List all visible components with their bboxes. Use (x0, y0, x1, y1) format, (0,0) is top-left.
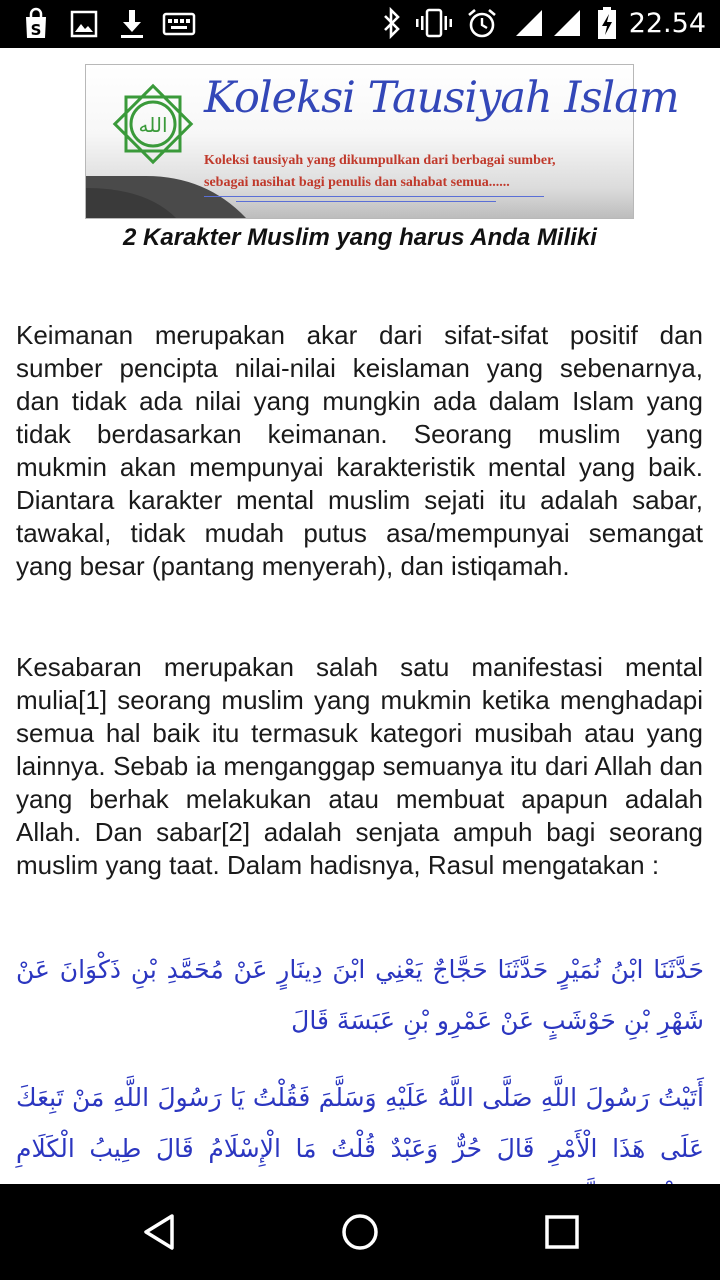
svg-text:S: S (30, 21, 42, 39)
shopping-bag-icon (22, 8, 50, 44)
vibrate-icon (416, 8, 452, 42)
clock-time: 22.54 (628, 8, 706, 39)
image-icon (70, 10, 98, 42)
banner-subtitle-line2: sebagai nasihat bagi penulis dan sahabat semua...... (204, 175, 510, 190)
home-icon[interactable] (340, 1212, 380, 1252)
banner-divider (236, 201, 496, 202)
header-banner (85, 64, 679, 219)
back-icon[interactable] (140, 1212, 180, 1252)
alarm-icon (466, 7, 498, 43)
article-title: 2 Karakter Muslim yang harus Anda Miliki (123, 224, 597, 251)
bluetooth-icon (380, 6, 404, 44)
arabic-hadith-text: أَتَيْتُ رَسُولَ اللَّهِ صَلَّى اللَّهُ عَلَيْهِ وَسَلَّمَ فَقُلْتُ يَا رَسُولَ اللَّهِ مَنْ تَبِعَكَ عَلَى هَذَا الْأَمْرِ قَالَ حُرٌّ وَعَبْدٌ قُلْتُ مَا الْإِسْلَامُ قَالَ طِيبُ الْكَلَامِ (16, 1083, 704, 1163)
status-bar (0, 0, 720, 48)
article-paragraph: Keimanan merupakan akar dari sifat-sifat positif dan sumber pencipta nilai-nilai keislaman yang sebenarnya, dan tidak ada nilai yang mungkin ada dalam Islam yang tidak berdasarkan keimanan. Seorang muslim yang mukmin akan mempunyai karakteristik mental yang baik. Diantara karakter mental muslim sejati itu adalah sabar, tawakal, tidak mudah putus asa/mempunyai semangat yang besar (pantang menyerah), dan istiqamah. (16, 320, 703, 581)
article-content[interactable] (0, 48, 720, 1184)
download-icon (118, 8, 146, 44)
banner-divider (204, 196, 544, 197)
keyboard-icon (162, 10, 196, 42)
recents-icon[interactable] (542, 1212, 582, 1252)
navigation-bar (0, 1184, 720, 1280)
banner-subtitle-line1: Koleksi tausiyah yang dikumpulkan dari berbagai sumber, (204, 153, 556, 168)
arabic-hadith-text: حَدَّثَنَا ابْنُ نُمَيْرٍ حَدَّثَنَا حَجَّاجٌ يَعْنِي ابْنَ دِينَارٍ عَنْ مُحَمَّدِ بْنِ ذَكْوَانَ عَنْ شَهْرِ بْنِ حَوْشَبٍ عَنْ عَمْرِو بْنِ عَبَسَةَ قَالَ (16, 955, 704, 1035)
islamic-logo-icon (108, 79, 198, 173)
battery-charging-icon (596, 6, 618, 44)
svg-text:الله: الله (138, 113, 168, 137)
banner-title: Koleksi Tausiyah Islam (204, 73, 679, 123)
signal-icon (514, 8, 544, 42)
signal-icon (552, 8, 582, 42)
article-paragraph: Kesabaran merupakan salah satu manifestasi mental mulia[1] seorang muslim yang mukmin ketika menghadapi semua hal baik itu termasuk kategori musibah atau yang lainnya. Sebab ia menganggap semuanya itu dari Allah dan yang berhak melakukan atau membuat apapun adalah Allah. Dan sabar[2] adalah senjata ampuh bagi seorang muslim yang taat. Dalam hadisnya, Rasul mengatakan : (16, 652, 703, 880)
